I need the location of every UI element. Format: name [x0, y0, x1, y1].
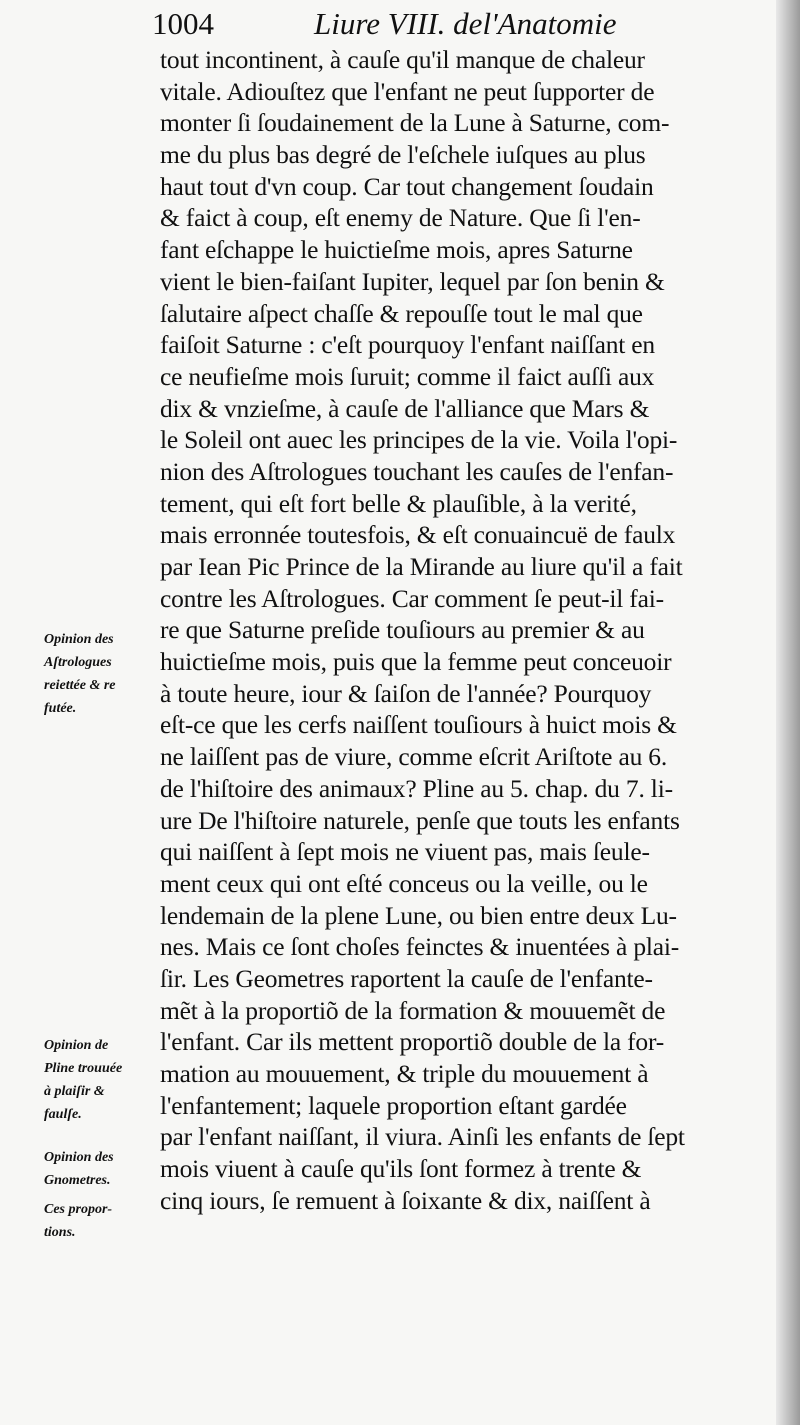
page-header — [152, 4, 752, 44]
text-line: mais erronnée toutesfois, & eſt conuaincuë de faulx — [160, 520, 676, 550]
text-line: dix & vnzieſme, à cauſe de l'alliance que Mars & — [160, 393, 650, 423]
margin-note-line: Opinion des — [44, 1150, 114, 1165]
text-line: & faict à coup, eſt enemy de Nature. Que ſi l'en- — [160, 203, 641, 233]
page-number: 1004 — [152, 6, 214, 41]
text-line: ſir. Les Geometres raportent la cauſe de l'enfante- — [160, 963, 653, 993]
text-line: vient le bien-faiſant Iupiter, lequel par ſon benin & — [160, 266, 665, 296]
text-line: cinq iours, ſe remuent à ſoixante & dix, naiſſent à — [160, 1185, 651, 1215]
text-line: ce neufieſme mois ſuruit; comme il faict auſſi aux — [160, 361, 655, 391]
margin-note — [44, 628, 160, 720]
text-line: l'enfantement; laquele proportion eſtant gardée — [160, 1090, 627, 1120]
text-line: mois viuent à cauſe qu'ils ſont formez à trente & — [160, 1154, 642, 1184]
text-line: monter ſi ſoudainement de la Lune à Saturne, com- — [160, 108, 670, 138]
text-line: par Iean Pic Prince de la Mirande au liure qu'il a fait — [160, 552, 683, 581]
margin-note-line: Opinion de — [44, 1038, 109, 1053]
text-line: l'enfant. Car ils mettent proportiõ double de la for- — [160, 1027, 665, 1057]
text-line: tement, qui eſt fort belle & plauſible, à la verité, — [160, 488, 637, 518]
margin-note-line: futée. — [44, 701, 77, 716]
margin-note-line: reiettée & re — [44, 678, 116, 693]
text-line: à toute heure, iour & ſaiſon de l'année? Pourquoy — [160, 678, 652, 708]
margin-note-line: à plaiſir & — [44, 1084, 105, 1099]
text-line: vitale. Adiouſtez que l'enfant ne peut ſupporter de — [160, 76, 655, 106]
text-line: contre les Aſtrologues. Car comment ſe peut-il fai- — [160, 583, 664, 613]
margin-note-line: Ces propor- — [44, 1202, 113, 1217]
text-line: mẽt à la proportiõ de la formation & mouuemẽt de — [160, 995, 666, 1025]
text-line: eſt-ce que les cerfs naiſſent touſiours à huict mois & — [160, 710, 677, 740]
text-line: me du plus bas degré de l'eſchele iuſques au plus — [160, 140, 646, 170]
text-line: tout incontinent, à cauſe qu'il manque de chaleur — [160, 45, 645, 74]
margin-note-line: Gnometres. — [44, 1173, 111, 1188]
text-line: de l'hiſtoire des animaux? Pline au 5. chap. du 7. li- — [160, 773, 673, 803]
text-line: haut tout d'vn coup. Car tout changement ſoudain — [160, 171, 654, 201]
margin-note-line: faulſe. — [44, 1107, 82, 1122]
margin-note-line: Opinion des — [44, 632, 114, 647]
text-line: fant eſchappe le huictieſme mois, apres Saturne — [160, 235, 633, 265]
text-line: mation au mouuement, & triple du mouuement à — [160, 1059, 649, 1088]
text-line: qui naiſſent à ſept mois ne viuent pas, mais ſeule- — [160, 837, 650, 867]
text-line: nes. Mais ce ſont choſes feinctes & inuentées à plai- — [160, 932, 680, 962]
text-line: faiſoit Saturne : c'eſt pourquoy l'enfant naiſſant en — [160, 330, 655, 360]
margin-note — [44, 1198, 160, 1244]
margin-note — [44, 1146, 160, 1192]
text-line: le Soleil ont auec les principes de la vie. Voila l'opi- — [160, 425, 678, 455]
text-line: nion des Aſtrologues touchant les cauſes de l'enfan- — [160, 456, 674, 486]
margin-note-line: tions. — [44, 1225, 76, 1240]
margin-note — [44, 1034, 160, 1126]
text-line: re que Saturne preſide touſiours au premier & au — [160, 615, 645, 645]
text-line: ure De l'hiſtoire naturele, penſe que touts les enfants — [160, 805, 680, 835]
body-text — [160, 44, 756, 1216]
text-line: par l'enfant naiſſant, il viura. Ainſi les enfants de ſept — [160, 1122, 685, 1152]
page-edge-shadow — [776, 0, 800, 1425]
text-line: lendemain de la plene Lune, ou bien entre deux Lu- — [160, 900, 677, 930]
text-line: ſalutaire aſpect chaſſe & repouſſe tout le mal que — [160, 298, 643, 328]
text-line: ment ceux qui ont eſté conceus ou la veille, ou le — [160, 868, 648, 898]
text-line: ne laiſſent pas de viure, comme eſcrit Ariſtote au 6. — [160, 742, 668, 772]
margin-note-line: Aſtrologues — [44, 655, 112, 670]
running-title: Liure VIII. del'Anatomie — [314, 6, 617, 41]
margin-note-line: Pline trouuée — [44, 1061, 123, 1076]
text-line: huictieſme mois, puis que la femme peut conceuoir — [160, 647, 672, 677]
